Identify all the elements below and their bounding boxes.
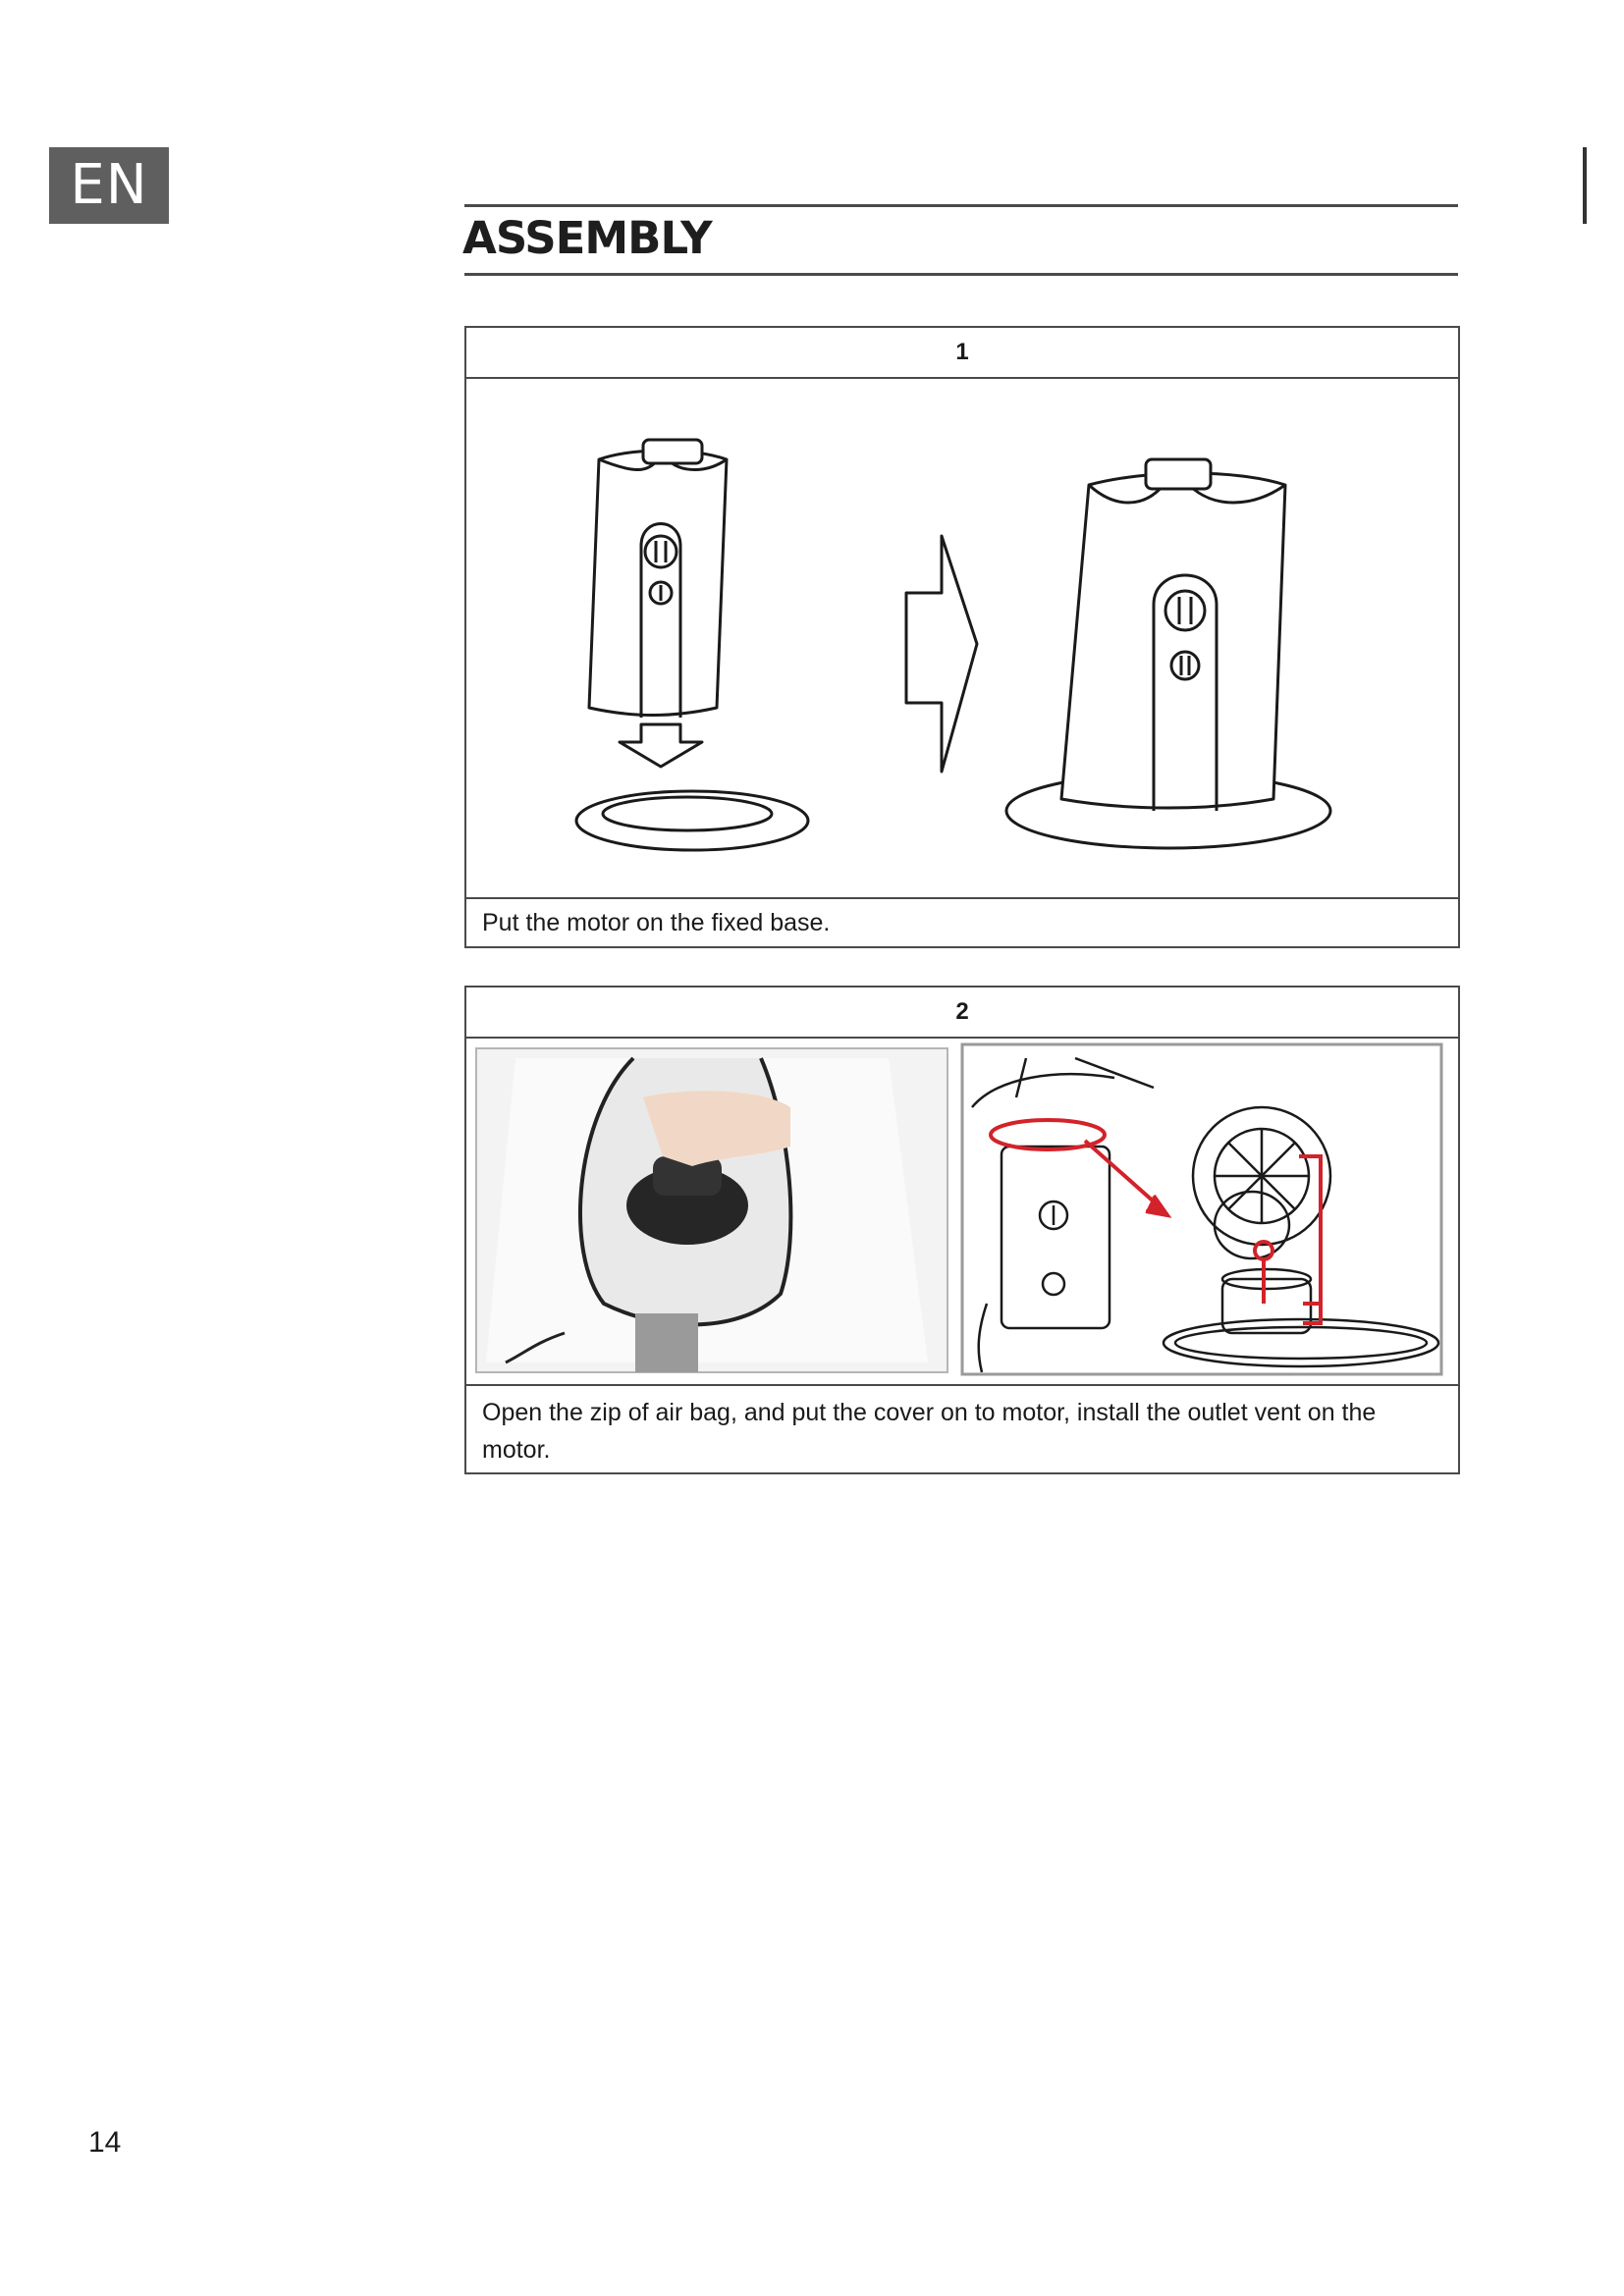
step-1-box — [464, 326, 1460, 948]
page-edge-marker — [1583, 147, 1587, 224]
motor-unit-icon — [589, 440, 727, 718]
step-1-caption: Put the motor on the fixed base. — [482, 909, 831, 936]
step-2-box — [464, 986, 1460, 1474]
step-1-number: 1 — [466, 328, 1458, 379]
fixed-base-icon — [576, 791, 808, 850]
page-title: ASSEMBLY — [462, 212, 712, 264]
language-badge: EN — [49, 147, 169, 224]
title-rule-top — [464, 204, 1458, 207]
assembled-unit-icon — [1006, 459, 1330, 848]
page-number: 14 — [88, 2126, 122, 2159]
motor-on-base-illustration — [466, 379, 1458, 897]
outlet-vent-diagram — [962, 1044, 1441, 1374]
step-2-caption: Open the zip of air bag, and put the cover on to motor, install the outlet vent on the motor. — [482, 1399, 1377, 1464]
step-2-figure — [466, 1039, 1458, 1386]
right-arrow-icon — [906, 536, 977, 772]
step-2-number: 2 — [466, 988, 1458, 1039]
air-bag-installation-illustration — [466, 1039, 1458, 1384]
down-arrow-icon — [620, 724, 702, 767]
air-bag-photo — [476, 1048, 947, 1372]
title-rule-bottom — [464, 273, 1458, 276]
step-1-figure — [466, 379, 1458, 899]
